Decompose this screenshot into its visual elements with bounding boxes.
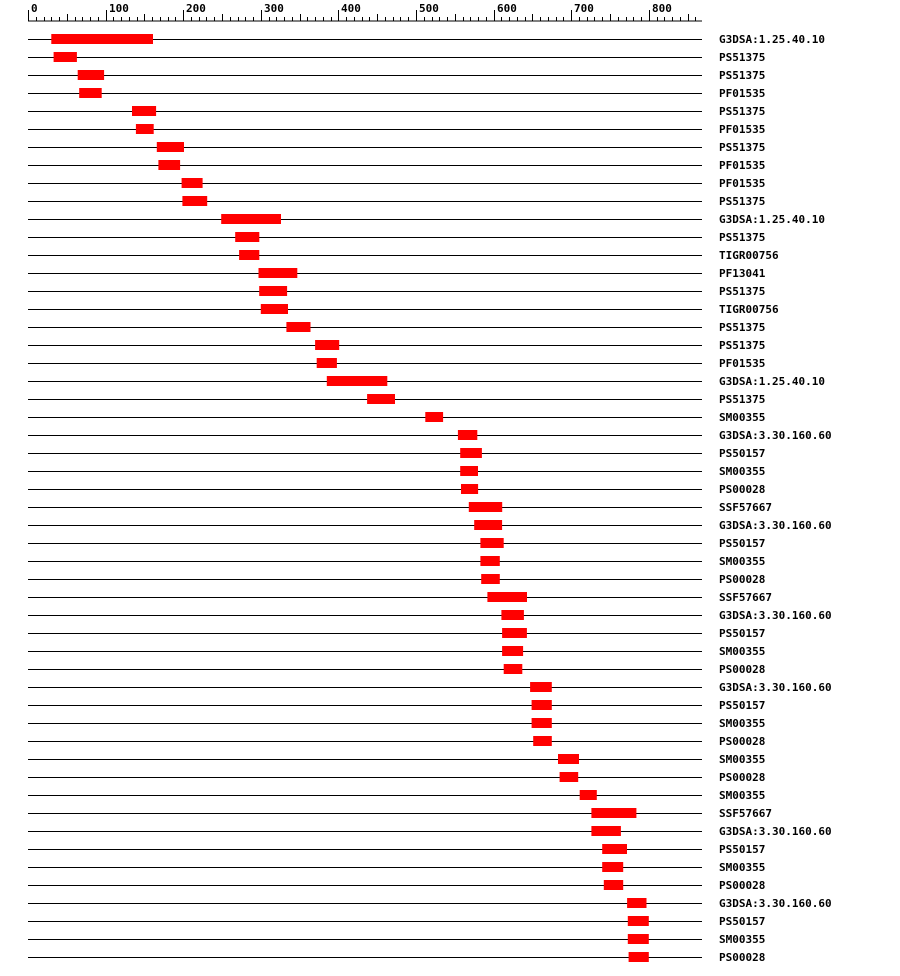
feature-bar[interactable] (628, 916, 649, 926)
feature-bar[interactable] (460, 448, 482, 458)
feature-label: PS50157 (719, 915, 766, 928)
feature-label: PS51375 (719, 393, 766, 406)
feature-row (28, 105, 765, 118)
position-axis (28, 2, 702, 21)
feature-row (28, 807, 772, 820)
feature-label: SM00355 (719, 861, 766, 874)
feature-row (28, 861, 765, 874)
feature-row (28, 123, 765, 136)
feature-row (28, 213, 825, 226)
feature-row (28, 177, 765, 190)
feature-bar[interactable] (487, 592, 527, 602)
feature-bar[interactable] (136, 124, 154, 134)
axis-tick-label: 0 (31, 2, 38, 15)
feature-row (28, 663, 765, 676)
feature-row (28, 699, 765, 712)
feature-label: G3DSA:1.25.40.10 (719, 33, 825, 46)
feature-row (28, 843, 765, 856)
feature-row (28, 357, 765, 370)
feature-row (28, 591, 772, 604)
feature-label: PF01535 (719, 357, 766, 370)
feature-label: SSF57667 (719, 501, 772, 514)
feature-bar[interactable] (629, 952, 649, 962)
feature-label: PS00028 (719, 483, 766, 496)
feature-row (28, 519, 832, 532)
feature-bar[interactable] (239, 250, 259, 260)
feature-row (28, 159, 765, 172)
feature-row (28, 879, 765, 892)
feature-label: PS50157 (719, 699, 766, 712)
feature-row (28, 573, 765, 586)
feature-row (28, 339, 765, 352)
feature-row (28, 411, 765, 424)
axis-tick-label: 800 (652, 2, 672, 15)
feature-row (28, 825, 832, 838)
feature-row (28, 609, 832, 622)
feature-label: SM00355 (719, 789, 766, 802)
feature-row (28, 501, 772, 514)
feature-bar[interactable] (317, 358, 337, 368)
feature-bar[interactable] (628, 934, 649, 944)
feature-label: SM00355 (719, 933, 766, 946)
feature-bar[interactable] (480, 538, 503, 548)
feature-row (28, 627, 765, 640)
feature-label: PS51375 (719, 141, 766, 154)
feature-bar[interactable] (182, 196, 207, 206)
feature-row (28, 483, 765, 496)
feature-label: PF01535 (719, 159, 766, 172)
feature-bar[interactable] (315, 340, 339, 350)
feature-bar[interactable] (604, 880, 623, 890)
feature-bar[interactable] (530, 682, 552, 692)
feature-label: PS00028 (719, 771, 766, 784)
feature-bar[interactable] (480, 556, 499, 566)
feature-bar[interactable] (286, 322, 310, 332)
feature-bar[interactable] (425, 412, 443, 422)
feature-label: G3DSA:3.30.160.60 (719, 519, 832, 532)
feature-bar[interactable] (327, 376, 388, 386)
feature-row (28, 645, 765, 658)
feature-label: SM00355 (719, 465, 766, 478)
feature-label: SM00355 (719, 717, 766, 730)
feature-label: G3DSA:3.30.160.60 (719, 609, 832, 622)
feature-bar[interactable] (481, 574, 500, 584)
feature-label: PS51375 (719, 195, 766, 208)
feature-bar[interactable] (504, 664, 523, 674)
feature-bar[interactable] (367, 394, 395, 404)
feature-bar[interactable] (502, 628, 527, 638)
feature-label: PS51375 (719, 51, 766, 64)
feature-label: PS51375 (719, 69, 766, 82)
feature-bar[interactable] (474, 520, 502, 530)
feature-bar[interactable] (602, 862, 623, 872)
feature-bar[interactable] (469, 502, 502, 512)
feature-row (28, 393, 765, 406)
feature-label: PS50157 (719, 447, 766, 460)
feature-bar[interactable] (558, 754, 579, 764)
feature-bar[interactable] (54, 52, 77, 62)
feature-row (28, 735, 765, 748)
axis-tick-label: 100 (109, 2, 129, 15)
feature-label: PS00028 (719, 573, 766, 586)
feature-bar[interactable] (235, 232, 259, 242)
feature-label: G3DSA:3.30.160.60 (719, 897, 832, 910)
axis-tick-label: 500 (419, 2, 439, 15)
feature-row (28, 87, 765, 100)
feature-bar[interactable] (602, 844, 627, 854)
feature-bar[interactable] (182, 178, 203, 188)
feature-bar[interactable] (461, 484, 478, 494)
feature-label: PS00028 (719, 735, 766, 748)
axis-tick-label: 700 (574, 2, 594, 15)
feature-bar[interactable] (532, 700, 552, 710)
feature-bar[interactable] (78, 70, 104, 80)
feature-label: G3DSA:1.25.40.10 (719, 375, 825, 388)
feature-bar[interactable] (259, 268, 298, 278)
feature-bar[interactable] (458, 430, 477, 440)
feature-label: G3DSA:3.30.160.60 (719, 681, 832, 694)
feature-bar[interactable] (501, 610, 524, 620)
feature-label: SSF57667 (719, 807, 772, 820)
axis-tick-label: 400 (341, 2, 361, 15)
feature-bar[interactable] (261, 304, 288, 314)
feature-label: PS00028 (719, 951, 766, 964)
feature-row (28, 447, 765, 460)
feature-row (28, 33, 825, 46)
feature-row (28, 51, 765, 64)
feature-label: PS50157 (719, 843, 766, 856)
feature-bar[interactable] (132, 106, 156, 116)
feature-bar[interactable] (221, 214, 281, 224)
feature-bar[interactable] (158, 160, 180, 170)
feature-bar[interactable] (580, 790, 597, 800)
feature-bar[interactable] (532, 718, 552, 728)
feature-row (28, 321, 765, 334)
feature-row (28, 465, 765, 478)
feature-label: G3DSA:3.30.160.60 (719, 429, 832, 442)
feature-bar[interactable] (502, 646, 523, 656)
feature-row (28, 249, 779, 262)
feature-bar[interactable] (560, 772, 579, 782)
feature-bar[interactable] (533, 736, 552, 746)
feature-row (28, 267, 766, 280)
feature-row (28, 231, 765, 244)
feature-label: SM00355 (719, 555, 766, 568)
feature-bar[interactable] (79, 88, 102, 98)
feature-row (28, 753, 765, 766)
feature-row (28, 951, 765, 964)
feature-label: PS51375 (719, 285, 766, 298)
feature-label: PS51375 (719, 105, 766, 118)
feature-label: SM00355 (719, 753, 766, 766)
feature-label: G3DSA:1.25.40.10 (719, 213, 825, 226)
feature-label: PF01535 (719, 123, 766, 136)
feature-label: G3DSA:3.30.160.60 (719, 825, 832, 838)
feature-label: TIGR00756 (719, 303, 779, 316)
feature-row (28, 141, 765, 154)
feature-row (28, 915, 765, 928)
feature-row (28, 771, 765, 784)
feature-row (28, 537, 765, 550)
feature-label: PS50157 (719, 627, 766, 640)
feature-label: PS00028 (719, 663, 766, 676)
feature-label: SM00355 (719, 411, 766, 424)
feature-label: PF01535 (719, 87, 766, 100)
feature-bar[interactable] (591, 808, 636, 818)
feature-label: PF01535 (719, 177, 766, 190)
feature-bar[interactable] (460, 466, 478, 476)
feature-label: PS50157 (719, 537, 766, 550)
feature-label: PS51375 (719, 231, 766, 244)
feature-label: PS51375 (719, 339, 766, 352)
feature-bar[interactable] (591, 826, 621, 836)
feature-row (28, 555, 765, 568)
feature-label: SSF57667 (719, 591, 772, 604)
feature-label: PF13041 (719, 267, 766, 280)
axis-tick-label: 200 (186, 2, 206, 15)
feature-row (28, 285, 765, 298)
feature-bar[interactable] (157, 142, 184, 152)
feature-row (28, 681, 832, 694)
feature-row (28, 789, 765, 802)
feature-bar[interactable] (51, 34, 153, 44)
feature-label: SM00355 (719, 645, 766, 658)
feature-row (28, 717, 765, 730)
feature-row (28, 429, 832, 442)
feature-row (28, 897, 832, 910)
feature-rows (28, 33, 832, 964)
feature-row (28, 195, 765, 208)
axis-tick-label: 300 (264, 2, 284, 15)
feature-bar[interactable] (259, 286, 287, 296)
feature-row (28, 69, 765, 82)
feature-row (28, 375, 825, 388)
feature-label: PS00028 (719, 879, 766, 892)
feature-label: PS51375 (719, 321, 766, 334)
feature-row (28, 303, 779, 316)
axis-tick-label: 600 (497, 2, 517, 15)
feature-label: TIGR00756 (719, 249, 779, 262)
feature-bar[interactable] (627, 898, 646, 908)
feature-row (28, 933, 765, 946)
